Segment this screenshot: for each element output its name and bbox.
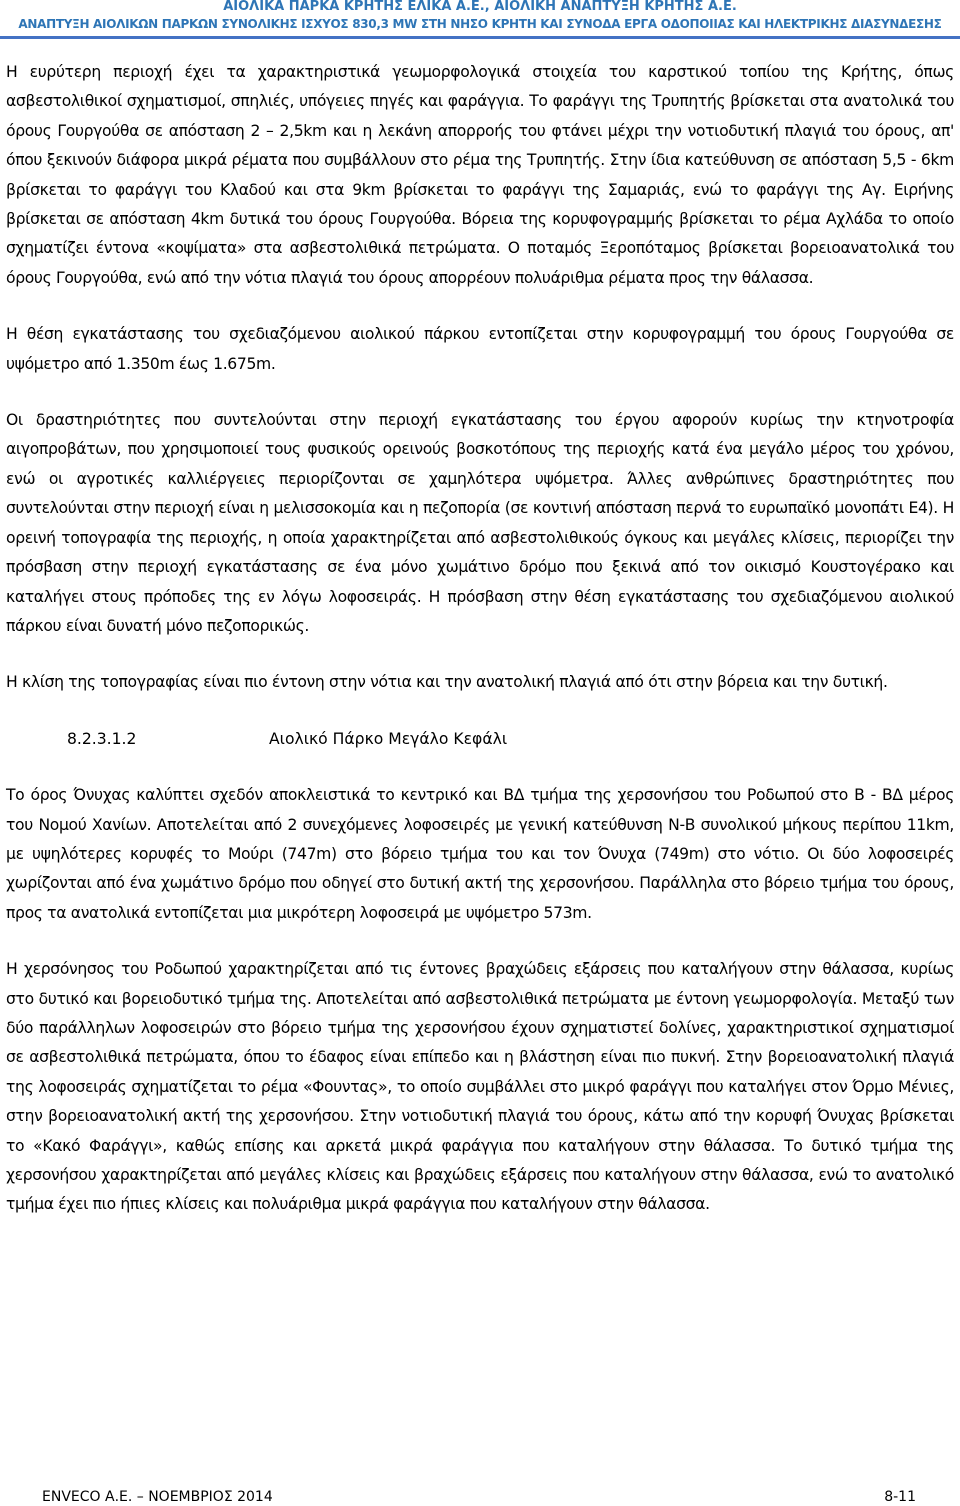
paragraph-slope: Η κλίση της τοπογραφίας είναι πιο έντονη στην νότια και την ανατολική πλαγιά από ότι στην βόρεια και την δυτική. bbox=[6, 673, 888, 692]
paragraph-onychas-mountain: Το όρος Όνυχας καλύπτει σχεδόν αποκλειστικά το κεντρικό και ΒΔ τμήμα της χερσονήσου του Ροδωπού στο Β - ΒΔ μέρος του Νομού Χανίων. Αποτελείται από 2 συνεχόμενες λοφοσειρές με γενική κατεύθυνση Ν-Β συνολικού μήκους περίπου 11km, με υψηλότερες κορυφές το Μούρι (747m) στο βόρειο τμήμα του και τον Όνυχα (749m) στο νότιο. Οι δύο λοφοσειρές χωρίζονται από ένα χωμάτινο δρόμο που οδηγεί στο δυτική ακτή της χερσονήσου. Παράλληλα στο βόρειο τμήμα του όρους, προς τα ανατολικά εντοπίζεται μια μικρότερη λοφοσειρά με υψόμετρο 573m. bbox=[6, 786, 954, 922]
page-header bbox=[0, 0, 960, 36]
header-divider bbox=[0, 36, 960, 39]
section-number: 8.2.3.1.2 bbox=[67, 729, 137, 748]
paragraph-human-activities: Οι δραστηριότητες που συντελούνται στην περιοχή εγκατάστασης του έργου αφορούν κυρίως την κτηνοτροφία αιγοπροβάτων, που χρησιμοποιεί τους φυσικούς ορεινούς βοσκοτόπους της περιοχής κατά ένα μεγάλο μέρος του χρόνου, ενώ οι αγροτικές καλλιέργειες περιορίζονται σε χαμηλότερα υψόμετρα. Άλλες ανθρώπινες δραστηριότητες που συντελούνται στην περιοχή είναι η μελισσοκομία και η πεζοπορία (σε κοντινή απόσταση περνά το ευρωπαϊκό μονοπάτι Ε4). Η ορεινή τοπογραφία της περιοχής, η οποία χαρακτηρίζεται από ασβεστολιθικούς όγκους και μεγάλες κλίσεις, περιορίζει την πρόσβαση στην περιοχή εγκατάστασης σε ένα μόνο χωμάτινο δρόμο που ξεκινά από τον οικισμό Κουστογέρακο και καταλήγει στους πρόποδες της εν λόγω λοφοσειράς. Η πρόσβαση στην θέση εγκατάστασης του σχεδιαζόμενου αιολικού πάρκου είναι δυνατή μόνο πεζοπορικώς. bbox=[6, 411, 954, 635]
page-footer bbox=[0, 1488, 960, 1506]
section-heading bbox=[6, 725, 954, 754]
section-title: Αιολικό Πάρκο Μεγάλο Κεφάλι bbox=[269, 729, 508, 748]
paragraph-karst-landscape: Η ευρύτερη περιοχή έχει τα χαρακτηριστικά γεωμορφολογικά στοιχεία του καρστικού τοπίου της Κρήτης, όπως ασβεστολιθικοί σχηματισμοί, σπηλιές, υπόγειες πηγές και φαράγγια. Το φαράγγι της Τρυπητής βρίσκεται στα ανατολικά του όρους Γουργούθα σε απόσταση 2 – 2,5km και η λεκάνη απορροής του φτάνει μέχρι την νοτιοδυτική πλαγιά του όρους, απ' όπου ξεκινούν διάφορα μικρά ρέματα που συμβάλλουν στο ρέμα της Τρυπητής. Στην ίδια κατεύθυνση σε απόσταση 5,5 - 6km βρίσκεται το φαράγγι του Κλαδού και στα 9km βρίσκεται το φαράγγι της Σαμαριάς, ενώ το φαράγγι της Αγ. Ειρήνης βρίσκεται σε απόσταση 4km δυτικά του όρους Γουργούθα. Βόρεια της κορυφογραμμής βρίσκεται το ρέμα Αχλάδα το οποίο σχηματίζει έντονα «κοψίματα» στα ασβεστολιθικά πετρώματα. Ο ποταμός Ξεροπόταμος βρίσκεται βορειοανατολικά του όρους Γουργούθα, ενώ από την νότια πλαγιά του όρους απορρέουν πολυάριθμα ρέματα προς την θάλασσα. bbox=[6, 63, 954, 287]
page-number: 8-11 bbox=[884, 1489, 916, 1505]
paragraph-rodopos-peninsula: Η χερσόνησος του Ροδωπού χαρακτηρίζεται από τις έντονες βραχώδεις εξάρσεις που καταλήγουν στην θάλασσα, κυρίως στο δυτικό και βορειοδυτικό τμήμα της. Αποτελείται από ασβεστολιθικά πετρώματα με έντονη γεωμορφολογία. Μεταξύ των δύο παράλληλων λοφοσειρών στο βόρειο τμήμα της χερσονήσου έχουν σχηματιστεί δολίνες, χαρακτηριστικοί σχηματισμοί σε ασβεστολιθικά πετρώματα, όπου το έδαφος είναι επίπεδο και η βλάστηση είναι πιο πυκνή. Στην βορειοανατολική πλαγιά της λοφοσειράς σχηματίζεται το ρέμα «Φουντας», το οποίο συμβάλλει στο μικρό φαράγγι που καταλήγει στον Όρμο Μένιες, στην βορειοανατολική ακτή της χερσονήσου. Στην νοτιοδυτική πλαγιά του όρους, κάτω από την κορυφή Όνυχας βρίσκεται το «Κακό Φαράγγι», καθώς επίσης και αρκετά μικρά φαράγγια που καταλήγουν στην θάλασσα. Το δυτικό τμήμα της χερσονήσου χαρακτηρίζεται από μεγάλες κλίσεις και βραχώδεις εξάρσεις που καταλήγουν στην θάλασσα, ενώ το ανατολικό τμήμα έχει πιο ήπιες κλίσεις και πολυάριθμα μικρά φαράγγια που καταλήγουν στην θάλασσα. bbox=[6, 960, 954, 1214]
paragraph-site-location: Η θέση εγκατάστασης του σχεδιαζόμενου αιολικού πάρκου εντοπίζεται στην κορυφογραμμή του όρους Γουργούθα σε υψόμετρο από 1.350m έως 1.675m. bbox=[6, 325, 954, 373]
header-project-line: ΑΝΑΠΤΥΞΗ ΑΙΟΛΙΚΩΝ ΠΑΡΚΩΝ ΣΥΝΟΛΙΚΗΣ ΙΣΧΥΟΣ 830,3 MW ΣΤΗ ΝΗΣΟ ΚΡΗΤΗ ΚΑΙ ΣΥΝΟΔΑ ΕΡΓΑ ΟΔΟΠΟΙΙΑΣ ΚΑΙ ΗΛΕΚΤΡΙΚΗΣ ΔΙΑΣΥΝΔΕΣΗΣ bbox=[18, 17, 942, 31]
header-company-line: ΑΙΟΛΙΚΑ ΠΑΡΚΑ ΚΡΗΤΗΣ ΕΛΙΚΑ Α.Ε., ΑΙΟΛΙΚΗ ΑΝΑΠΤΥΞΗ ΚΡΗΤΗΣ Α.Ε. bbox=[223, 0, 737, 14]
document-body bbox=[6, 58, 954, 1247]
footer-company-date: ENVECO Α.Ε. – ΝΟΕΜΒΡΙΟΣ 2014 bbox=[42, 1489, 273, 1505]
